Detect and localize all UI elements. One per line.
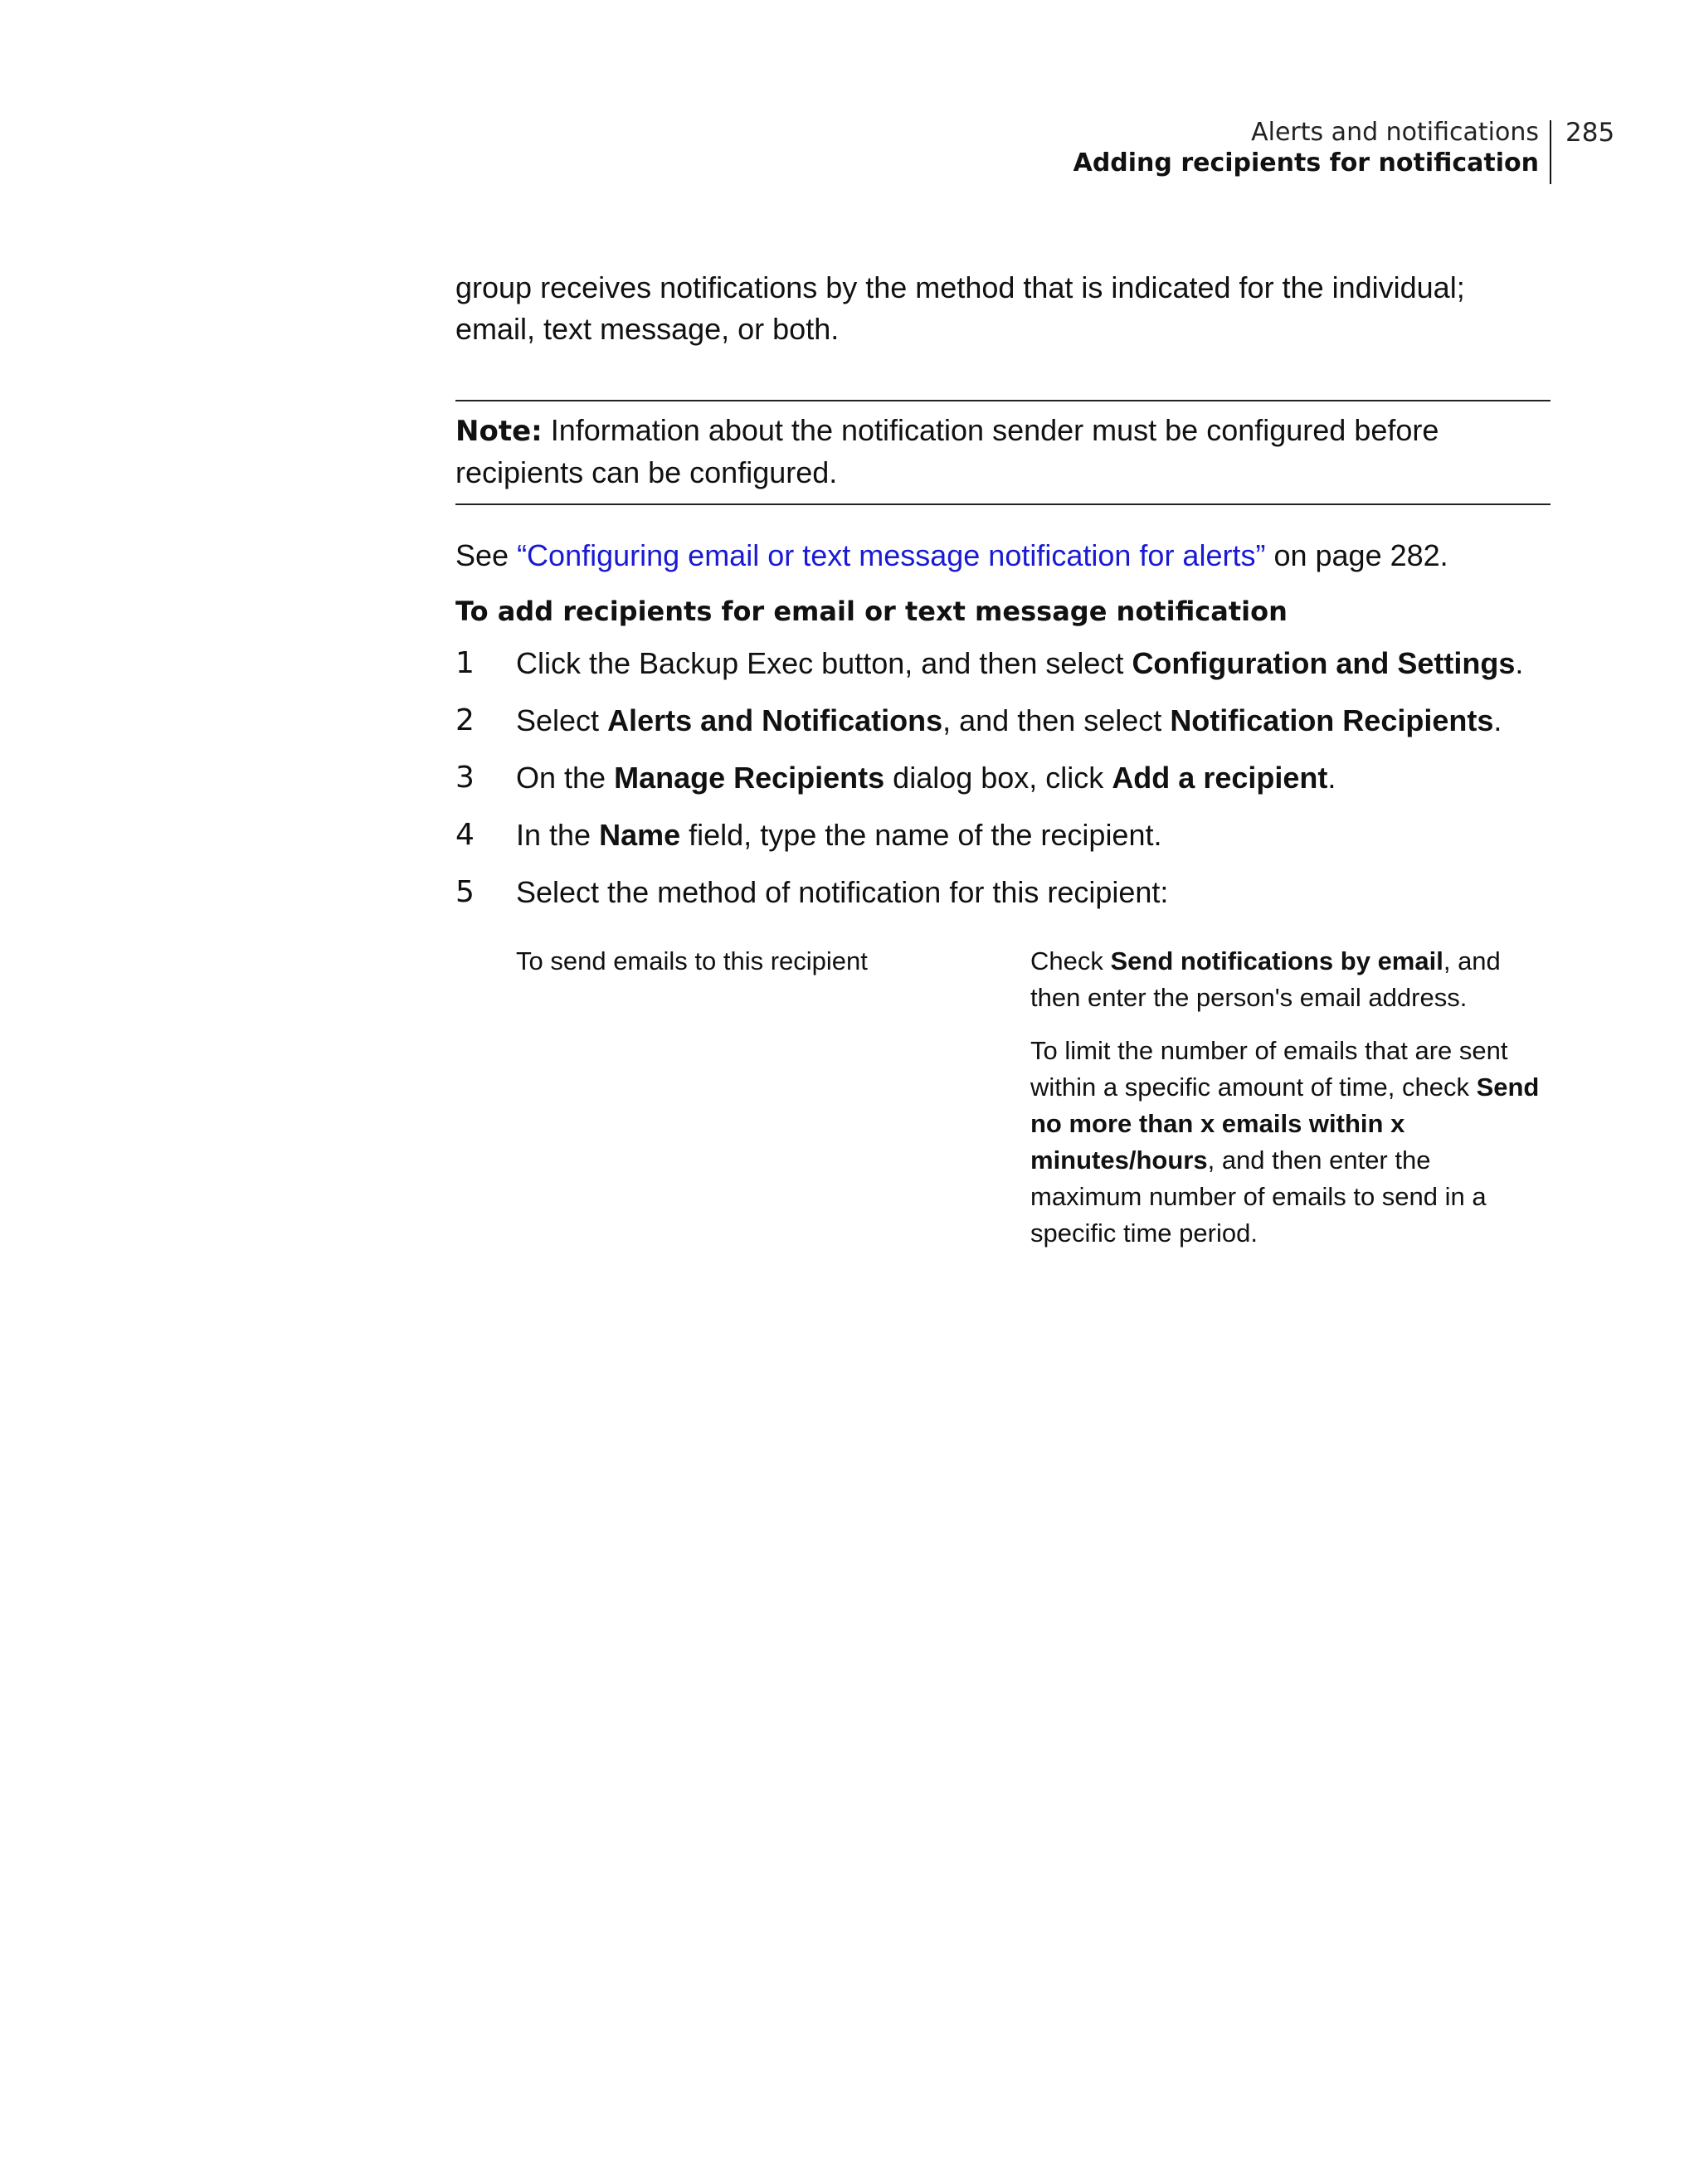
step-number: 2 [455, 703, 475, 737]
step-item [455, 643, 1551, 684]
method-option-column [516, 943, 1030, 1268]
page-number: 285 [1565, 118, 1615, 148]
method-instruction-limit: To limit the number of emails that are sent within a specific amount of time, check Send no more than x emails within x minutes/hours, and then enter the maximum number of emails to send in a specific time period. [1030, 1036, 1540, 1248]
step-text: Select the method of notification for this recipient: [516, 875, 1169, 909]
step-text: On the Manage Recipients dialog box, click Add a recipient. [516, 761, 1336, 795]
note-label: Note: [455, 415, 543, 448]
note-box [455, 400, 1551, 505]
method-instruction-email: Check Send notifications by email, and then enter the person's email address. [1030, 946, 1501, 1012]
see-prefix: See [455, 538, 518, 572]
step-number: 1 [455, 646, 475, 680]
method-option-label: To send emails to this recipient [516, 946, 868, 975]
see-suffix: on page 282. [1265, 538, 1448, 572]
step-number: 4 [455, 818, 475, 852]
header-section-title: Adding recipients for notification [1073, 148, 1539, 178]
method-instructions-column [1030, 943, 1545, 1268]
step-text: Select Alerts and Notifications, and then select Notification Recipients. [516, 703, 1502, 737]
step-item [455, 872, 1551, 913]
step-number: 5 [455, 875, 475, 909]
step-item [455, 815, 1551, 856]
procedure-heading: To add recipients for email or text message notification [455, 596, 1288, 627]
header-divider [1550, 120, 1551, 184]
header-chapter-title: Alerts and notifications [1251, 118, 1539, 147]
page-content [455, 267, 1551, 1268]
step-text: Click the Backup Exec button, and then select Configuration and Settings. [516, 646, 1524, 680]
step-number: 3 [455, 761, 475, 795]
see-reference [455, 535, 1551, 576]
intro-paragraph: group receives notifications by the method that is indicated for the individual; email, text message, or both. [455, 270, 1465, 346]
step-item [455, 700, 1551, 742]
procedure-steps [455, 643, 1551, 913]
notification-method-table [516, 943, 1551, 1268]
step-text: In the Name field, type the name of the recipient. [516, 818, 1162, 852]
step-item [455, 757, 1551, 799]
cross-reference-link[interactable]: “Configuring email or text message notification for alerts” [517, 538, 1266, 572]
note-text: Information about the notification sender must be configured before recipients can be configured. [455, 413, 1439, 489]
